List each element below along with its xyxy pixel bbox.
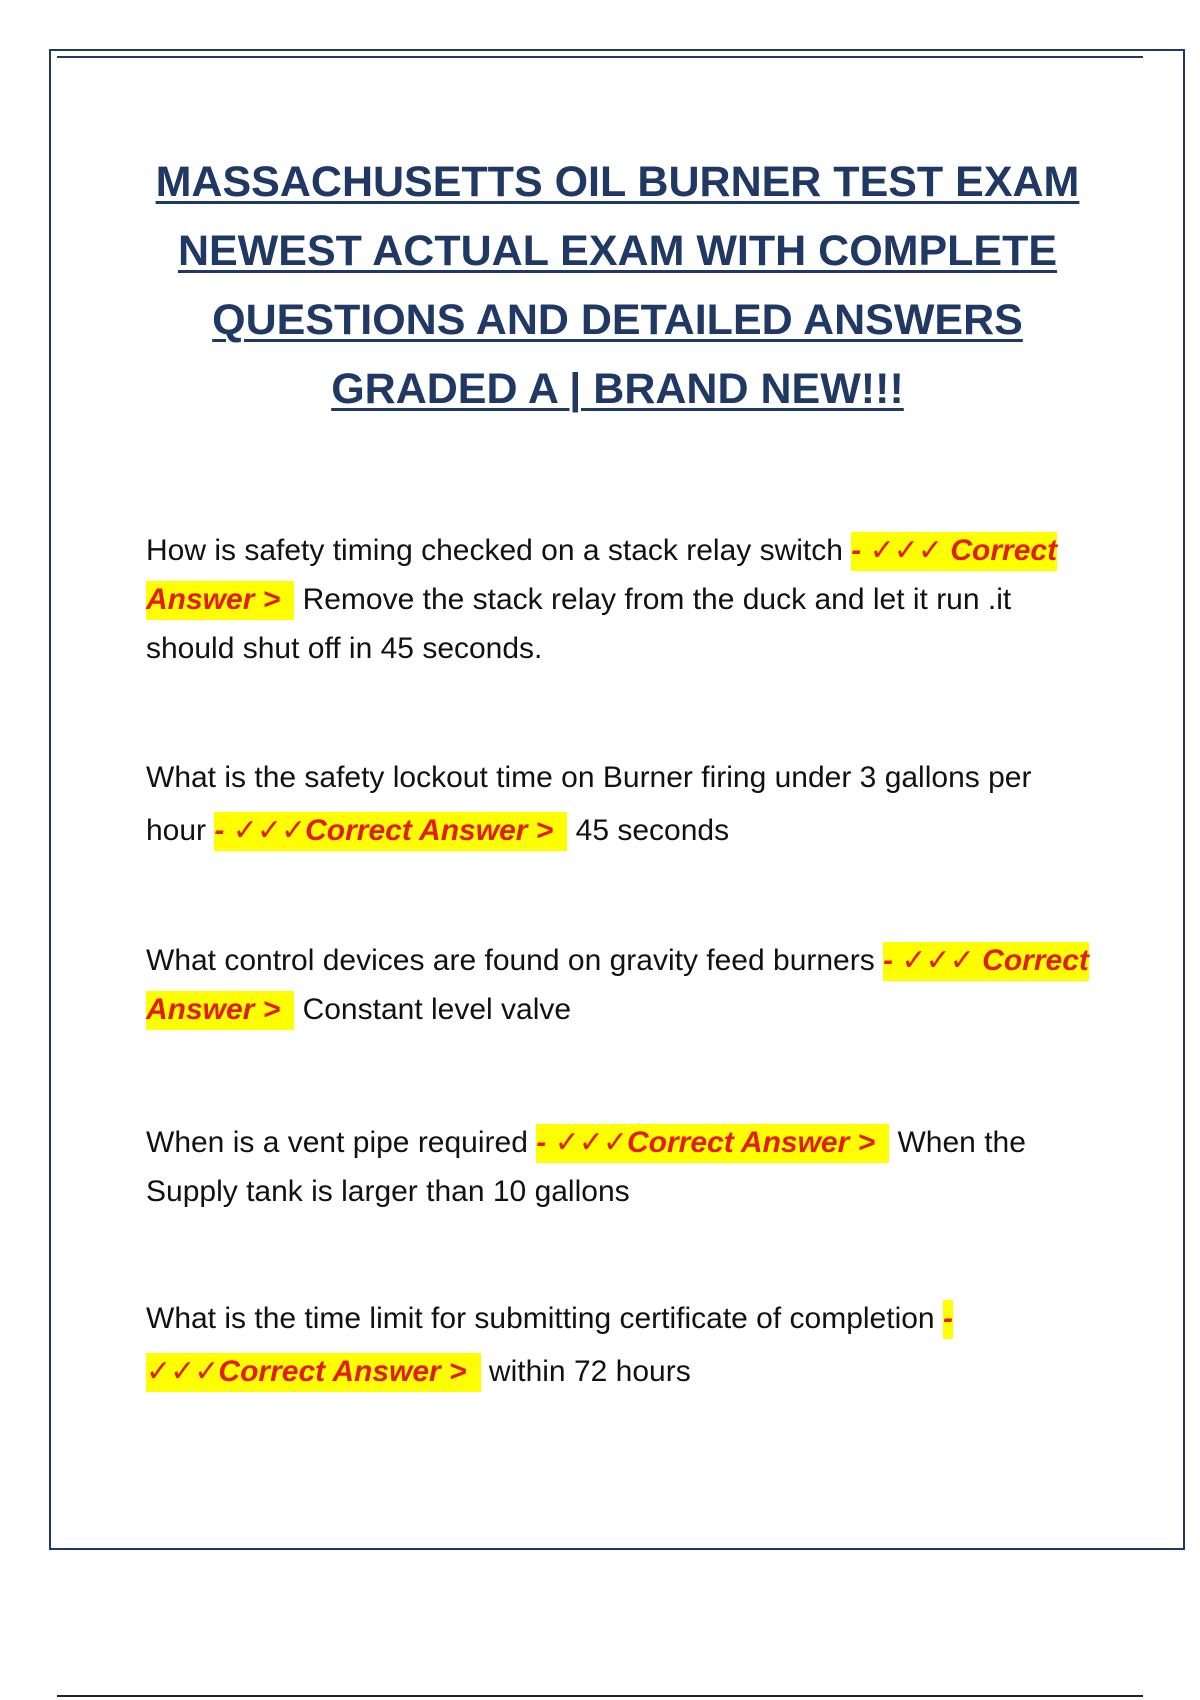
document-title: MASSACHUSETTS OIL BURNER TEST EXAM NEWEST ACTUAL EXAM WITH COMPLETE QUESTIONS AND DETAILED ANSWERS GRADED A | BRAND NEW!!!	[155, 158, 1080, 413]
qa-item-1	[146, 526, 1096, 673]
correct-answer-marker	[214, 812, 567, 851]
question-text: What is the time limit for submitting certificate of completion	[146, 1302, 935, 1335]
marker-dash: -	[942, 1302, 953, 1335]
answer-text: When the Supply tank is larger than 10 gallons	[146, 1126, 1026, 1208]
qa-item-2	[146, 751, 1096, 857]
checkmarks-icon: ✓✓✓	[869, 533, 943, 568]
question-text: When is a vent pipe required	[146, 1126, 528, 1159]
marker-dash: -	[536, 1126, 555, 1159]
checkmarks-icon: ✓✓✓	[146, 1354, 219, 1389]
correct-answer-label: Correct Answer >	[146, 534, 1058, 616]
qa-item-5	[146, 1292, 1096, 1398]
correct-answer-label: Correct Answer >	[626, 1126, 876, 1159]
correct-answer-label: Correct Answer >	[218, 1355, 467, 1388]
marker-dash: -	[851, 534, 870, 567]
answer-text: within 72 hours	[488, 1355, 691, 1388]
top-rule	[57, 56, 1143, 58]
question-text: How is safety timing checked on a stack relay switch	[146, 534, 843, 567]
answer-text: Remove the stack relay from the duck and let it run .it should shut off in 45 seconds.	[146, 583, 1012, 665]
marker-dash: -	[883, 944, 902, 977]
question-text: What is the safety lockout time on Burner firing under 3 gallons per hour	[146, 761, 1032, 847]
marker-dash: -	[214, 814, 233, 847]
correct-answer-label: Correct Answer >	[146, 944, 1089, 1026]
correct-answer-label: Correct Answer >	[305, 814, 554, 847]
bottom-rule	[57, 1695, 1143, 1697]
question-text: What control devices are found on gravity feed burners	[146, 944, 875, 977]
checkmarks-icon: ✓✓✓	[554, 1125, 627, 1160]
checkmarks-icon: ✓✓✓	[901, 943, 974, 978]
answer-text: 45 seconds	[575, 814, 730, 847]
qa-item-3	[146, 936, 1096, 1034]
qa-item-4	[146, 1118, 1096, 1216]
checkmarks-icon: ✓✓✓	[232, 813, 306, 848]
correct-answer-marker	[536, 1124, 889, 1163]
answer-text: Constant level valve	[302, 993, 572, 1026]
